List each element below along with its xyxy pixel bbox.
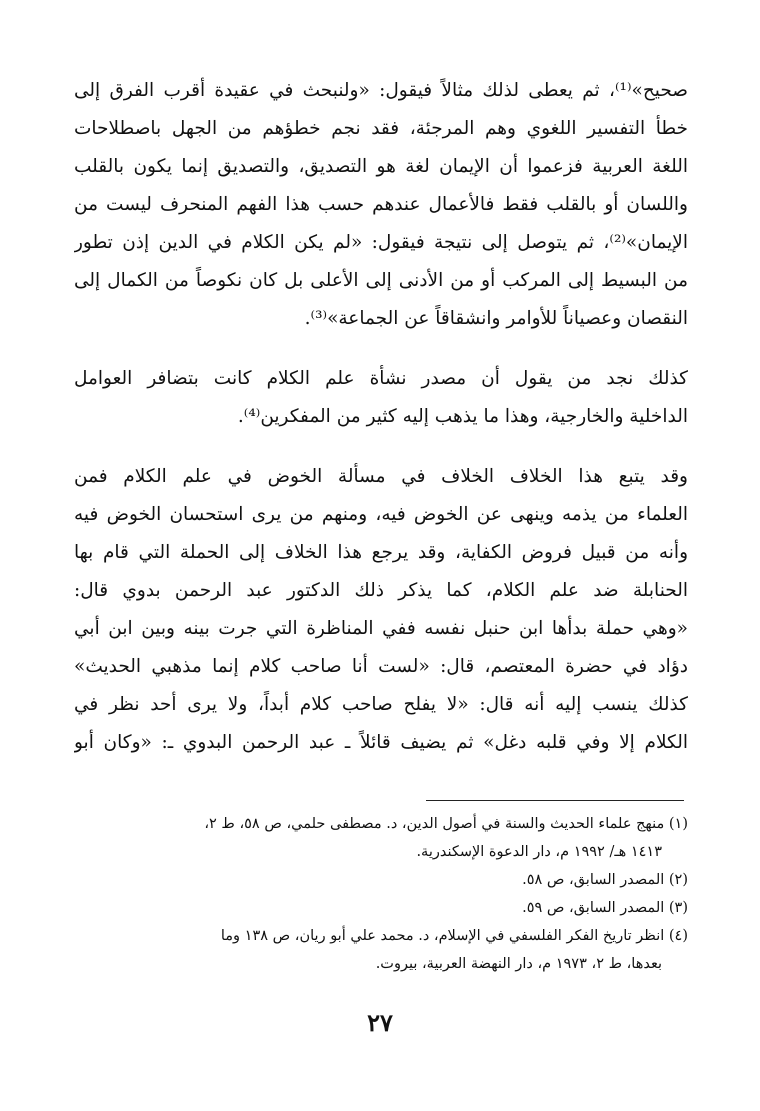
footnote-2: (٢) المصدر السابق، ص ٥٨. [522,872,688,888]
text-line: «وهي حملة بدأها ابن حنبل نفسه ففي المناظرة التي جرت بينه وبين ابن أبي [74,618,688,639]
paragraph-gap [74,436,688,458]
footnote-4: (٤) انظر تاريخ الفكر الفلسفي في الإسلام، د. محمد علي أبو ريان، ص ١٣٨ وما [220,928,688,944]
page-number: ٢٧ [367,1008,393,1037]
text-line: صحيح»⁽¹⁾، ثم يعطى لذلك مثالاً فيقول: «ولنبحث في عقيدة أقرب الفرق إلى [74,80,688,101]
paragraph-2 [74,360,688,436]
text-line: الإيمان»⁽²⁾، ثم يتوصل إلى نتيجة فيقول: «لم يكن الكلام في الدين إذن تطور [74,232,688,253]
text-line: الداخلية والخارجية، وهذا ما يذهب إليه كثير من المفكرين⁽⁴⁾. [237,406,688,427]
paragraph-gap [74,338,688,360]
text-line: كذلك نجد من يقول أن مصدر نشأة علم الكلام كانت بتضافر العوامل [74,368,688,389]
text-line: خطأ التفسير اللغوي وهم المرجئة، فقد نجم خطؤهم من الجهل باصطلاحات [74,118,688,139]
footnote-1-continuation: ١٤١٣ هـ/ ١٩٩٢ م، دار الدعوة الإسكندرية. [416,844,662,860]
text-line: الكلام إلا وفي قلبه دغل» ثم يضيف قائلاً ـ عبد الرحمن البدوي ـ: «وكان أبو [74,732,688,753]
footnote-separator [426,800,684,801]
paragraph-3 [74,458,688,762]
text-line: وقد يتبع هذا الخلاف الخلاف في مسألة الخوض في علم الكلام فمن [74,466,688,487]
main-text [74,72,688,762]
text-line: وأنه من قبيل فروض الكفاية، وقد يرجع هذا الخلاف إلى الحملة التي قام بها [74,542,688,563]
footnotes [74,810,688,978]
paragraph-1 [74,72,688,338]
text-line: واللسان أو بالقلب فقط فالأعمال عندهم حسب هذا الفهم المنحرف ليست من [74,194,688,215]
footnote-1: (١) منهج علماء الحديث والسنة في أصول الدين، د. مصطفى حلمي، ص ٥٨، ط ٢، [204,816,688,832]
text-line: من البسيط إلى المركب أو من الأدنى إلى الأعلى بل كان نكوصاً من الكمال إلى [74,270,688,291]
text-line: اللغة العربية فزعموا أن الإيمان لغة هو التصديق، والتصديق إنما يكون بالقلب [74,156,688,177]
footnote-3: (٣) المصدر السابق، ص ٥٩. [522,900,688,916]
text-line: دؤاد في حضرة المعتصم، قال: «لست أنا صاحب كلام إنما مذهبي الحديث» [74,656,688,677]
footnote-4-continuation: بعدها، ط ٢، ١٩٧٣ م، دار النهضة العربية، بيروت. [375,956,662,972]
text-line: الحنابلة ضد علم الكلام، كما يذكر ذلك الدكتور عبد الرحمن بدوي قال: [74,580,688,601]
text-line: كذلك ينسب إليه أنه قال: «لا يفلح صاحب كلام أبداً، ولا يرى أحد نظر في [74,694,688,715]
text-line: النقصان وعصياناً للأوامر وانشقاقاً عن الجماعة»⁽³⁾. [304,308,688,329]
text-line: العلماء من يذمه وينهى عن الخوض فيه، ومنهم من يرى استحسان الخوض فيه [74,504,688,525]
